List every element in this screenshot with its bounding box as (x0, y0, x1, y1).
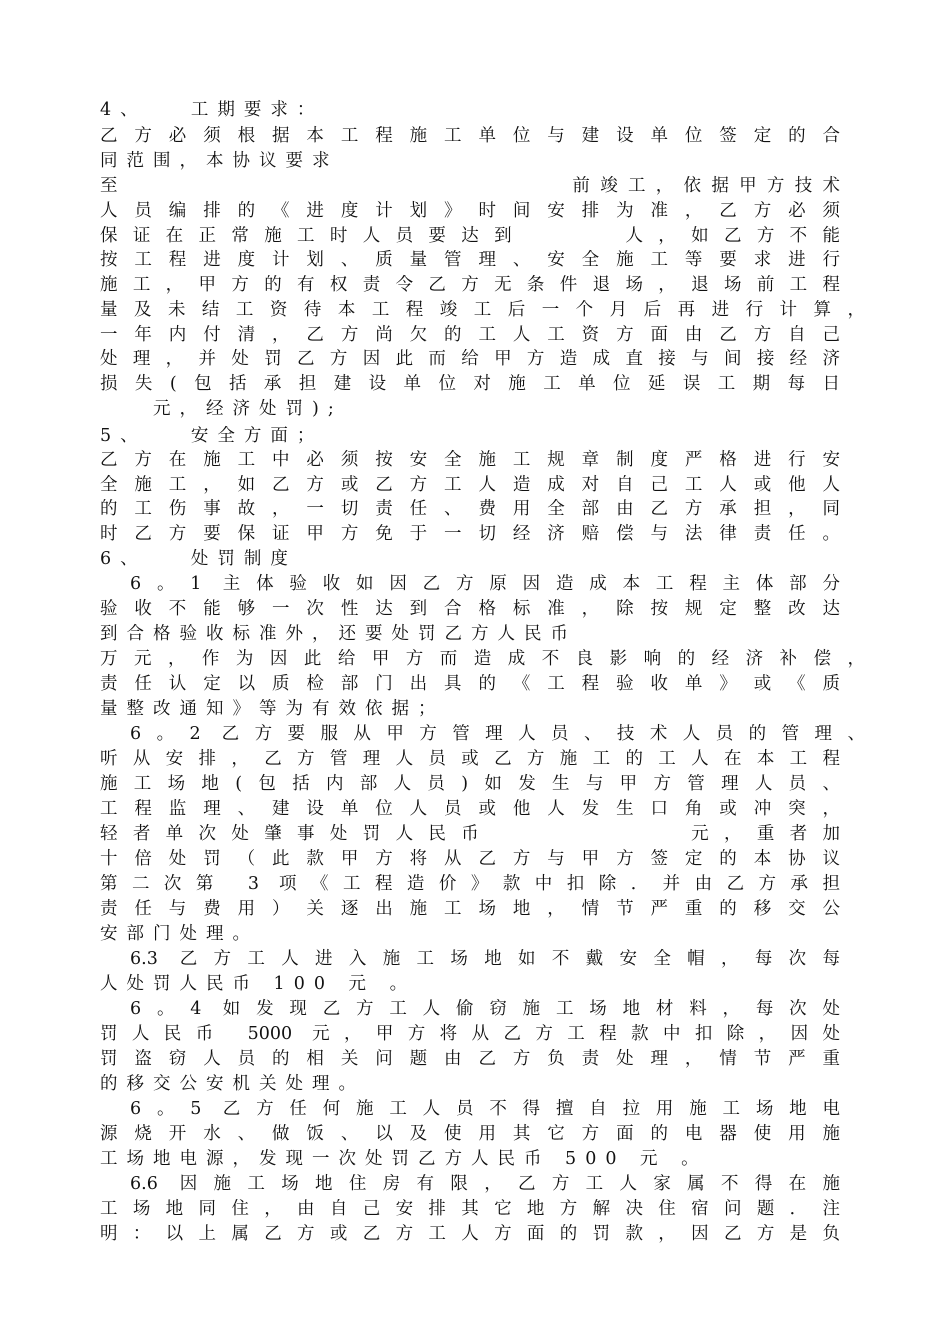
text-line: 人处罚人民币 100 元 。 (100, 974, 417, 994)
clause-6-6: 6.6 因施工场地住房有限，乙方工人家属不得在施 (130, 1174, 840, 1194)
text-line: 量及未结工资待本工程竣工后一个月后再进行计算， (100, 300, 865, 320)
text-line: 保证在正常施工时人员要达到 人，如乙方不能 (100, 226, 840, 246)
clause-6-1: 6。1 主体验收如因乙方原因造成本工程主体部分 (130, 574, 840, 594)
text-line: 损失(包括承担建设单位对施工单位延误工期每日 (100, 374, 840, 394)
text-line: 验收不能够一次性达到合格标准，除按规定整改达 (100, 599, 840, 619)
section-5-heading: 5、 安全方面； (100, 426, 324, 446)
text-line: 安部门处理。 (100, 924, 259, 944)
text-line: 听从安排，乙方管理人员或乙方施工的工人在本工程 (100, 749, 840, 769)
text-line: 时乙方要保证甲方免于一切经济赔偿与法律责任。 (100, 524, 840, 544)
section-6-heading: 6、 处罚制度 (100, 549, 297, 569)
text-line: 乙方必须根据本工程施工单位与建设单位签定的合 (100, 126, 840, 146)
text-line: 施工，甲方的有权责令乙方无条件退场，退场前工程 (100, 275, 840, 295)
text-line: 的工伤事故，一切责任、费用全部由乙方承担，同 (100, 499, 840, 519)
text-line: 元，经济处罚); (100, 399, 343, 419)
clause-6-5: 6。5 乙方任何施工人员不得擅自拉用施工场地电 (130, 1099, 840, 1119)
clause-6-2: 6。2 乙方要服从甲方管理人员、技术人员的管理、 (130, 724, 865, 744)
text-line: 十倍处罚（此款甲方将从乙方与甲方签定的本协议 (100, 849, 840, 869)
text-line: 至 前竣工，依据甲方技术 (100, 176, 840, 196)
text-line: 乙方在施工中必须按安全施工规章制度严格进行安 (100, 450, 840, 470)
text-line: 第二次第 3 项《工程造价》款中扣除．并由乙方承担 (100, 874, 840, 894)
text-line: 轻者单次处肇事处罚人民币 元，重者加 (100, 824, 840, 844)
text-line: 量整改通知》等为有效依据； (100, 699, 445, 719)
text-line: 一年内付清，乙方尚欠的工人工资方面由乙方自己 (100, 325, 840, 345)
text-line: 按工程进度计划、质量管理、安全施工等要求进行 (100, 250, 840, 270)
text-line: 责任与费用）关逐出施工场地，情节严重的移交公 (100, 899, 840, 919)
text-line: 工场地电源，发现一次处罚乙方人民币 500 元 。 (100, 1149, 708, 1169)
text-line: 源烧开水、做饭、以及使用其它方面的电器使用施 (100, 1124, 840, 1144)
clause-6-4: 6。4 如发现乙方工人偷窃施工场地材料，每次处 (130, 999, 840, 1019)
text-line: 罚人民币 5000 元，甲方将从乙方工程款中扣除，因处 (100, 1024, 840, 1044)
text-line: 明：以上属乙方或乙方工人方面的罚款，因乙方是负 (100, 1224, 840, 1244)
text-line: 人员编排的《进度计划》时间安排为准，乙方必须 (100, 201, 840, 221)
clause-6-3: 6.3 乙方工人进入施工场地如不戴安全帽，每次每 (130, 949, 840, 969)
text-line: 处理，并处罚乙方因此而给甲方造成直接与间接经济 (100, 349, 840, 369)
text-line: 到合格验收标准外，还要处罚乙方人民币 (100, 624, 577, 644)
text-line: 万元，作为因此给甲方而造成不良影响的经济补偿， (100, 649, 865, 669)
text-line: 工场地同住，由自己安排其它地方解决住宿问题．注 (100, 1199, 840, 1219)
section-4-heading: 4、 工期要求： (100, 100, 324, 120)
text-line: 的移交公安机关处理。 (100, 1074, 365, 1094)
text-line: 罚盗窃人员的相关问题由乙方负责处理，情节严重 (100, 1049, 840, 1069)
text-line: 施工场地(包括内部人员)如发生与甲方管理人员、 (100, 774, 840, 794)
text-line: 全施工，如乙方或乙方工人造成对自己工人或他人 (100, 475, 840, 495)
text-line: 同范围，本协议要求 (100, 151, 339, 171)
text-line: 责任认定以质检部门出具的《工程验收单》或《质 (100, 674, 840, 694)
text-line: 工程监理、建设单位人员或他人发生口角或冲突， (100, 799, 840, 819)
